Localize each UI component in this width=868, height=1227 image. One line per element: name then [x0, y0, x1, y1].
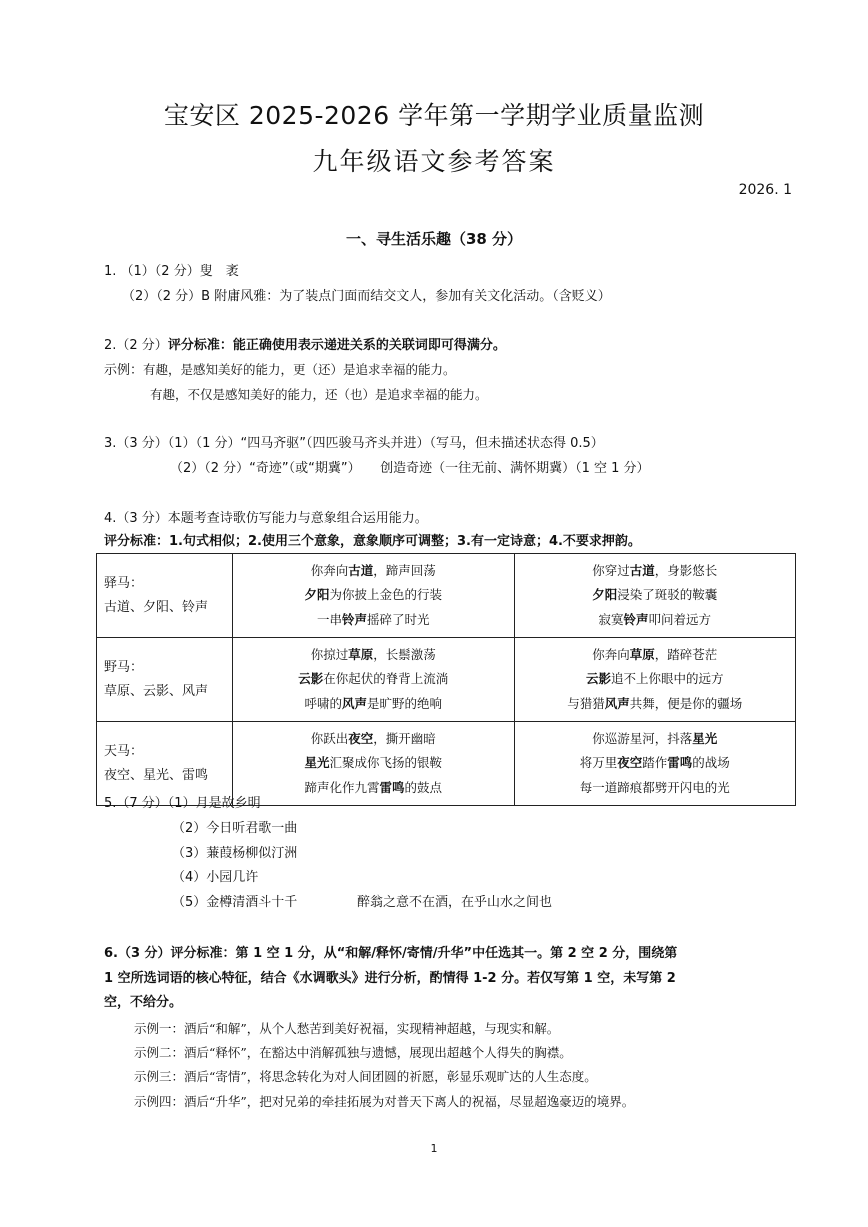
- q2-heading: [104, 336, 506, 356]
- row-label-title: 天马：: [104, 743, 144, 759]
- row-label-images: 古道、夕阳、铃声: [104, 599, 209, 615]
- q6-criteria-line-2: 1 空所选词语的核心特征，结合《水调歌头》进行分析，酌情得 1-2 分。若仅写第 1 空，未写第 2: [104, 971, 676, 986]
- q1-line-1: 1. （1）（2 分）叟 袤: [104, 264, 239, 279]
- table-row: [97, 554, 796, 638]
- q6-example-4: 示例四：酒后“升华”，把对兄弟的牵挂拓展为对普天下离人的祝福，尽显超逸豪迈的境界。: [134, 1094, 635, 1109]
- q5-line-4: （4）小园几许: [172, 870, 259, 885]
- example-cell: 你奔向古道，蹄声回荡 夕阳为你披上金色的行装 一串铃声摇碎了时光: [233, 554, 515, 638]
- row-label: [97, 722, 233, 806]
- q6-example-1: 示例一：酒后“和解”，从个人愁苦到美好祝福，实现精神超越，与现实和解。: [134, 1021, 560, 1036]
- example-cell: 你巡游星河，抖落星光 将万里夜空踏作雷鸣的战场 每一道蹄痕都劈开闪电的光: [514, 722, 796, 806]
- q4-line-1: 4.（3 分）本题考查诗歌仿写能力与意象组合运用能力。: [104, 511, 428, 526]
- q2-example-text-1: 有趣，是感知美好的能力，更（还）是追求幸福的能力。: [143, 362, 456, 377]
- q4-criteria: 评分标准：1.句式相似；2.使用三个意象，意象顺序可调整；3.有一定诗意；4.不要求押韵。: [104, 534, 641, 549]
- example-cell: 你掠过草原，长鬃激荡 云影在你起伏的脊背上流淌 呼啸的风声是旷野的绝响: [233, 638, 515, 722]
- section-heading: 一、寻生活乐趣（38 分）: [345, 230, 523, 248]
- q6-example-2: 示例二：酒后“释怀”，在豁达中消解孤独与遗憾，展现出超越个人得失的胸襟。: [134, 1045, 572, 1060]
- q5-line-5b: 醉翁之意不在酒，在乎山水之间也: [357, 895, 553, 910]
- q3-line-1: 3.（3 分）（1）（1 分）“四马齐驱”（四匹骏马齐头并进）（写马，但未描述状态得 0.5）: [104, 436, 604, 451]
- q2-number: 2.（2 分）: [104, 338, 168, 353]
- q5-line-5a: （5）金樽清酒斗十千: [172, 895, 298, 910]
- q5-line-3: （3）蒹葭杨柳似汀洲: [172, 846, 298, 861]
- example-cell: 你奔向草原，踏碎苍茫 云影追不上你眼中的远方 与猎猎风声共舞，便是你的疆场: [514, 638, 796, 722]
- row-label-images: 草原、云影、风声: [104, 683, 209, 699]
- example-cell: 你跃出夜空，撕开幽暗 星光汇聚成你飞扬的银鞍 蹄声化作九霄雷鸣的鼓点: [233, 722, 515, 806]
- q6-criteria-line-3: 空，不给分。: [104, 995, 183, 1010]
- q2-example-label: 示例：: [104, 363, 144, 378]
- q6-criteria-line-1: 6.（3 分）评分标准：第 1 空 1 分，从“和解/释怀/寄情/升华”中任选其一。第 2 空 2 分，围绕第: [104, 946, 678, 961]
- document-title: 宝安区 2025-2026 学年第一学期学业质量监测: [163, 101, 705, 130]
- document-date: 2026. 1: [738, 182, 792, 198]
- row-label-title: 驿马：: [104, 575, 144, 591]
- document-subtitle: 九年级语文参考答案: [312, 147, 556, 176]
- q5-line-2: （2）今日听君歌一曲: [172, 821, 298, 836]
- q1-line-2: （2）（2 分）B 附庸风雅：为了装点门面而结交文人，参加有关文化活动。（含贬义）: [122, 289, 611, 304]
- q2-example-2: 有趣，不仅是感知美好的能力，还（也）是追求幸福的能力。: [150, 387, 488, 402]
- poem-examples-table: [96, 553, 796, 806]
- q3-line-2: （2）（2 分）“奇迹”（或“期冀”） 创造奇迹（一往无前、满怀期冀）（1 空 1 分）: [170, 461, 650, 476]
- row-label-title: 野马：: [104, 659, 144, 675]
- row-label-images: 夜空、星光、雷鸣: [104, 767, 209, 783]
- example-cell: 你穿过古道，身影悠长 夕阳浸染了斑驳的鞍囊 寂寞铃声叩问着远方: [514, 554, 796, 638]
- row-label: [97, 638, 233, 722]
- table-row: [97, 638, 796, 722]
- row-label: [97, 554, 233, 638]
- q2-example-1: [104, 360, 456, 381]
- q5-line-1: 5.（7 分）（1）月是故乡明: [104, 796, 261, 811]
- q2-criteria: 评分标准：能正确使用表示递进关系的关联词即可得满分。: [167, 338, 506, 353]
- q6-example-3: 示例三：酒后“寄情”，将思念转化为对人间团圆的祈愿，彰显乐观旷达的人生态度。: [134, 1069, 597, 1084]
- table-row: [97, 722, 796, 806]
- page-number: 1: [430, 1142, 438, 1155]
